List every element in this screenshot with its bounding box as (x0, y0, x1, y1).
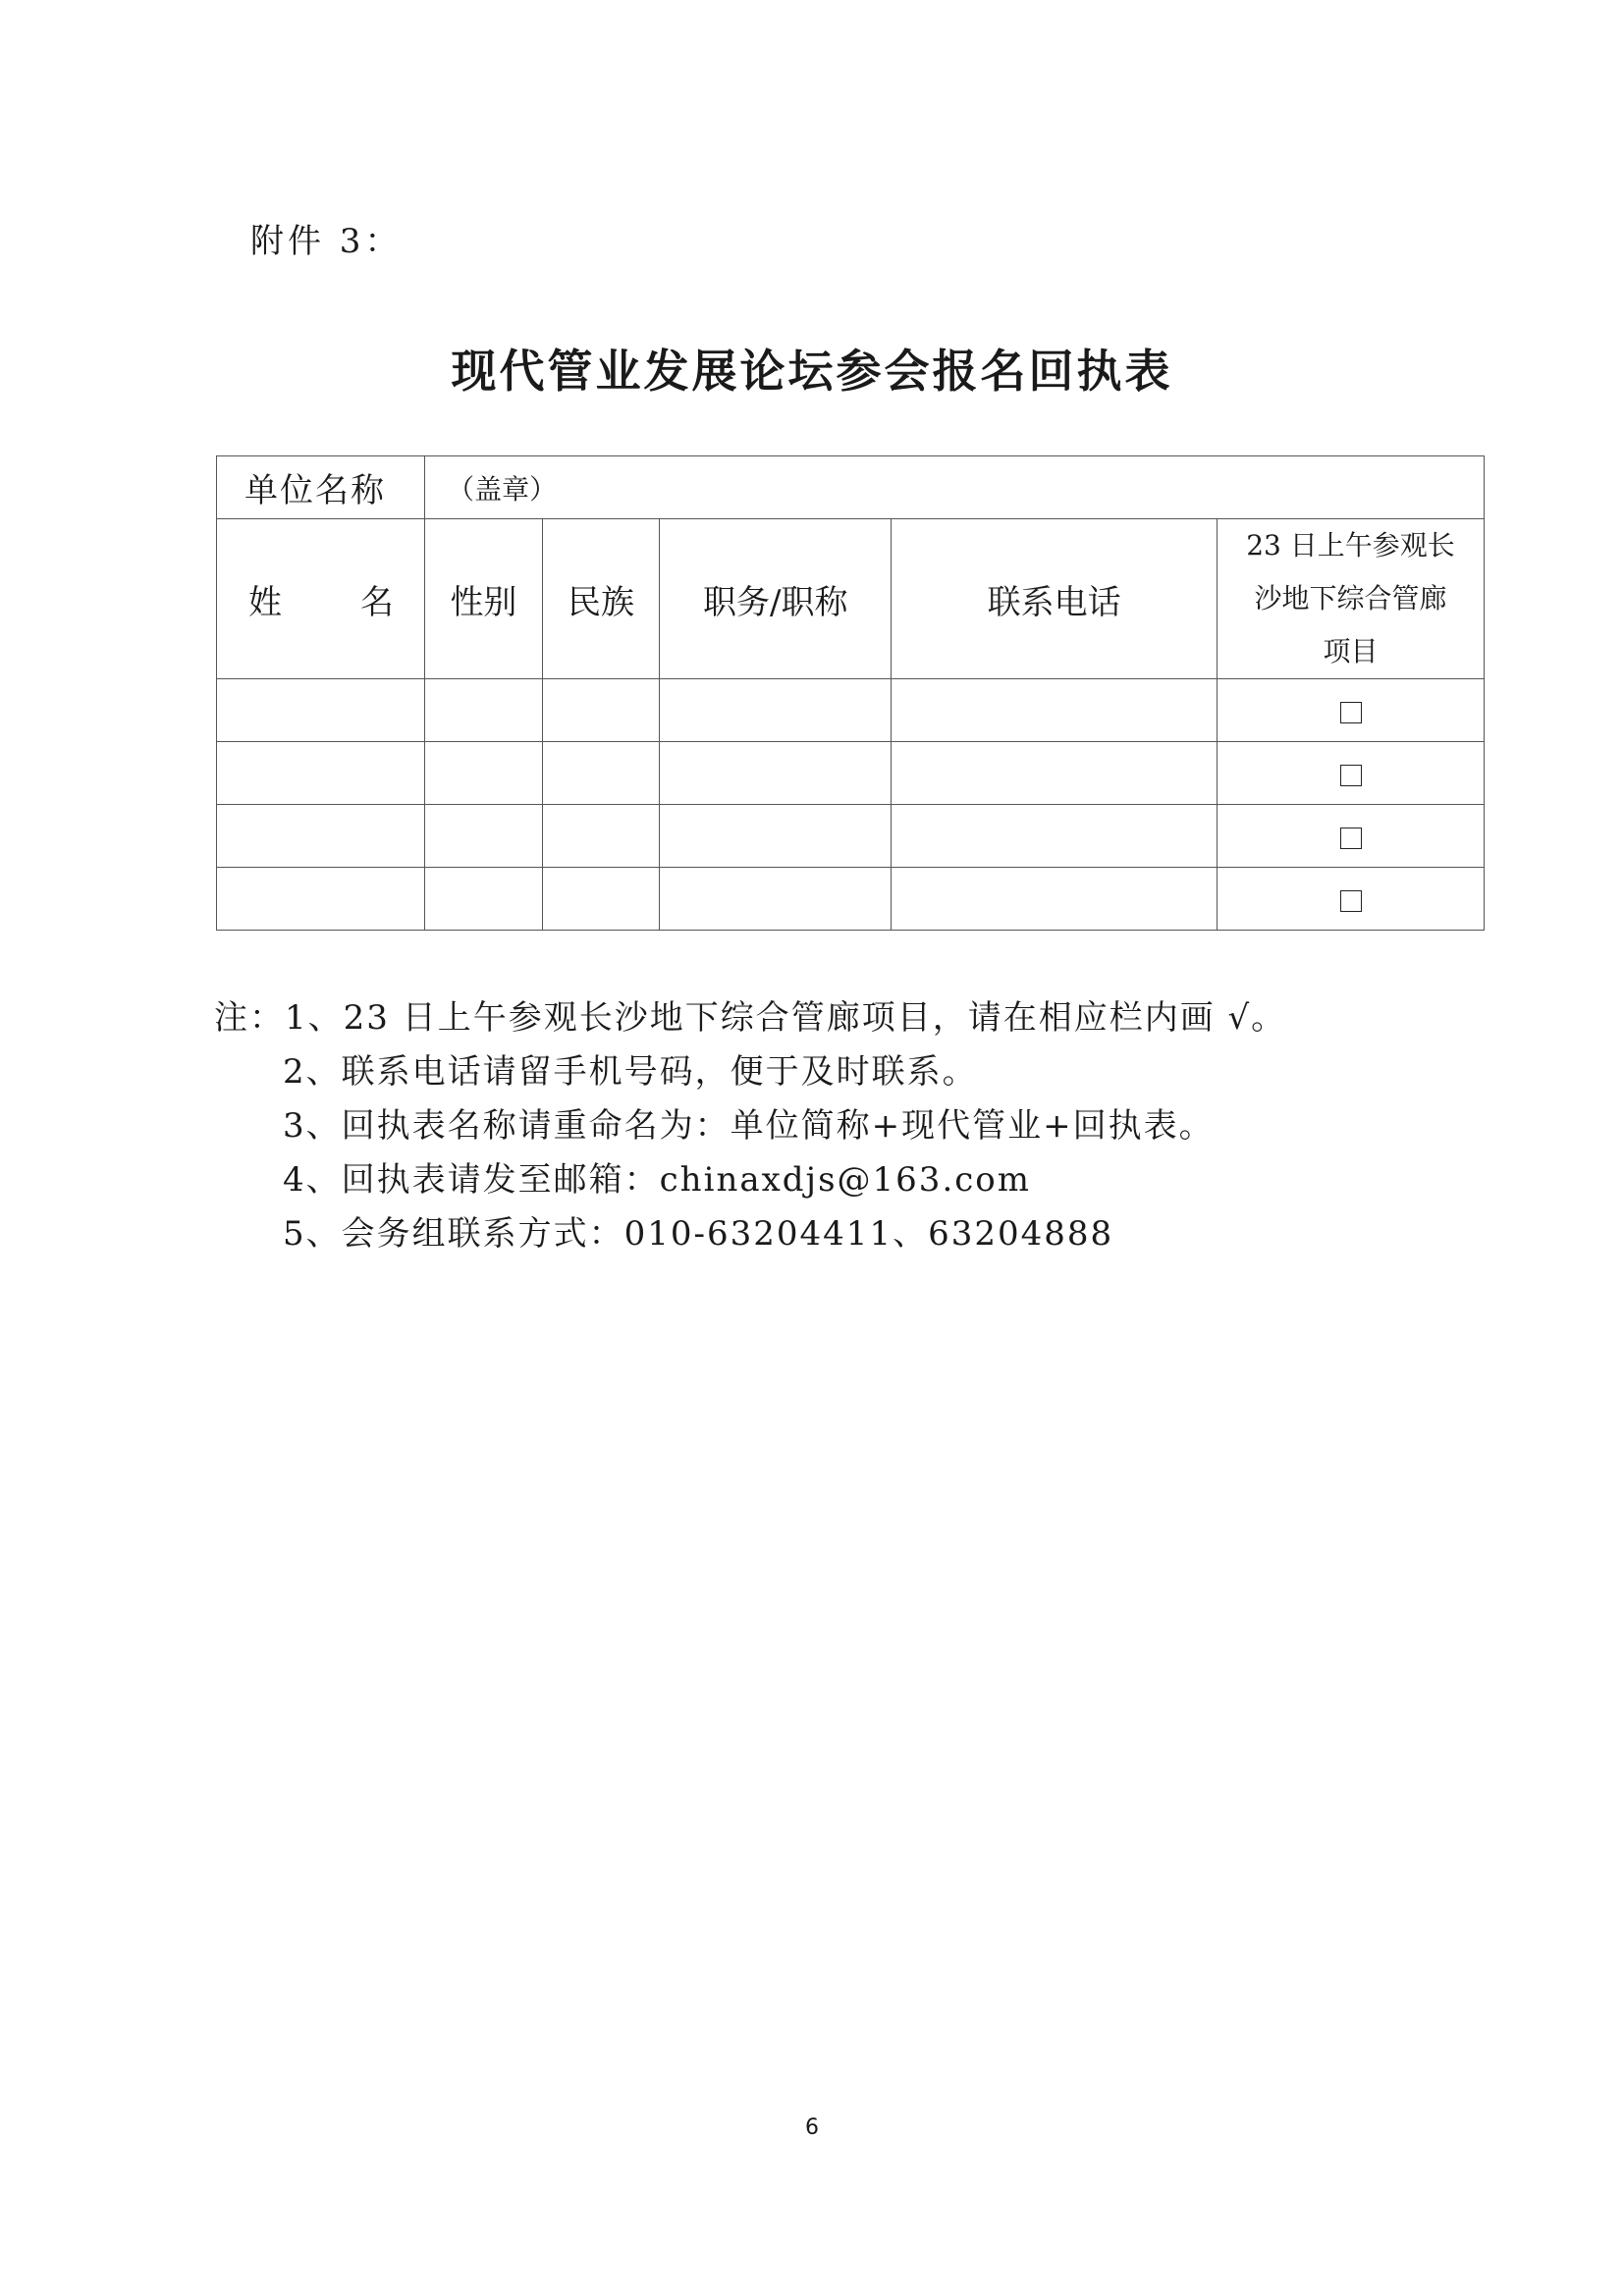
unit-row (217, 456, 1485, 519)
ethnicity-cell[interactable] (542, 679, 660, 742)
gender-cell[interactable] (425, 679, 543, 742)
gender-cell[interactable] (425, 805, 543, 868)
attachment-label: 附件 3： (250, 222, 403, 261)
position-cell[interactable] (660, 679, 892, 742)
name-header-first: 姓 (248, 582, 282, 622)
visit-checkbox[interactable] (1340, 828, 1362, 849)
gender-header: 性别 (425, 519, 543, 679)
project-header-line3: 项目 (1323, 635, 1379, 667)
phone-header: 联系电话 (892, 519, 1218, 679)
name-header (217, 519, 425, 679)
table-row (217, 805, 1485, 868)
ethnicity-cell[interactable] (542, 868, 660, 931)
table-row (217, 742, 1485, 805)
page-number: 6 (805, 2115, 819, 2140)
header-row (217, 519, 1485, 679)
table-row (217, 679, 1485, 742)
table-row (217, 868, 1485, 931)
note-2: 2、联系电话请留手机号码，便于及时联系。 (283, 1052, 978, 1092)
phone-cell[interactable] (892, 742, 1218, 805)
visit-checkbox[interactable] (1340, 765, 1362, 786)
visit-checkbox[interactable] (1340, 702, 1362, 723)
position-cell[interactable] (660, 868, 892, 931)
note-3: 3、回执表名称请重命名为：单位简称+现代管业+回执表。 (283, 1106, 1215, 1146)
ethnicity-header: 民族 (542, 519, 660, 679)
gender-cell[interactable] (425, 868, 543, 931)
ethnicity-cell[interactable] (542, 742, 660, 805)
visit-checkbox[interactable] (1340, 890, 1362, 912)
position-cell[interactable] (660, 805, 892, 868)
notes-section (214, 991, 1286, 1261)
note-5: 5、会务组联系方式：010-63204411、63204888 (283, 1214, 1114, 1254)
phone-cell[interactable] (892, 805, 1218, 868)
gender-cell[interactable] (425, 742, 543, 805)
position-cell[interactable] (660, 742, 892, 805)
project-header-line1: 23 日上午参观长 (1246, 529, 1455, 561)
document-title: 现代管业发展论坛参会报名回执表 (451, 345, 1173, 398)
note-1: 注：1、23 日上午参观长沙地下综合管廊项目，请在相应栏内画 √。 (214, 998, 1287, 1038)
name-cell[interactable] (217, 742, 425, 805)
phone-cell[interactable] (892, 868, 1218, 931)
project-header-line2: 沙地下综合管廊 (1254, 582, 1447, 614)
unit-name-label: 单位名称 (217, 456, 425, 519)
unit-name-field[interactable]: （盖章） (425, 456, 1485, 519)
position-header: 职务/职称 (660, 519, 892, 679)
visit-checkbox-cell (1218, 742, 1485, 805)
ethnicity-cell[interactable] (542, 805, 660, 868)
visit-checkbox-cell (1218, 805, 1485, 868)
name-cell[interactable] (217, 868, 425, 931)
project-visit-header (1218, 519, 1485, 679)
visit-checkbox-cell (1218, 868, 1485, 931)
name-header-second: 名 (360, 582, 394, 622)
note-4: 4、回执表请发至邮箱：chinaxdjs@163.com (283, 1160, 1031, 1200)
registration-table (216, 455, 1485, 931)
visit-checkbox-cell (1218, 679, 1485, 742)
name-cell[interactable] (217, 679, 425, 742)
phone-cell[interactable] (892, 679, 1218, 742)
name-cell[interactable] (217, 805, 425, 868)
